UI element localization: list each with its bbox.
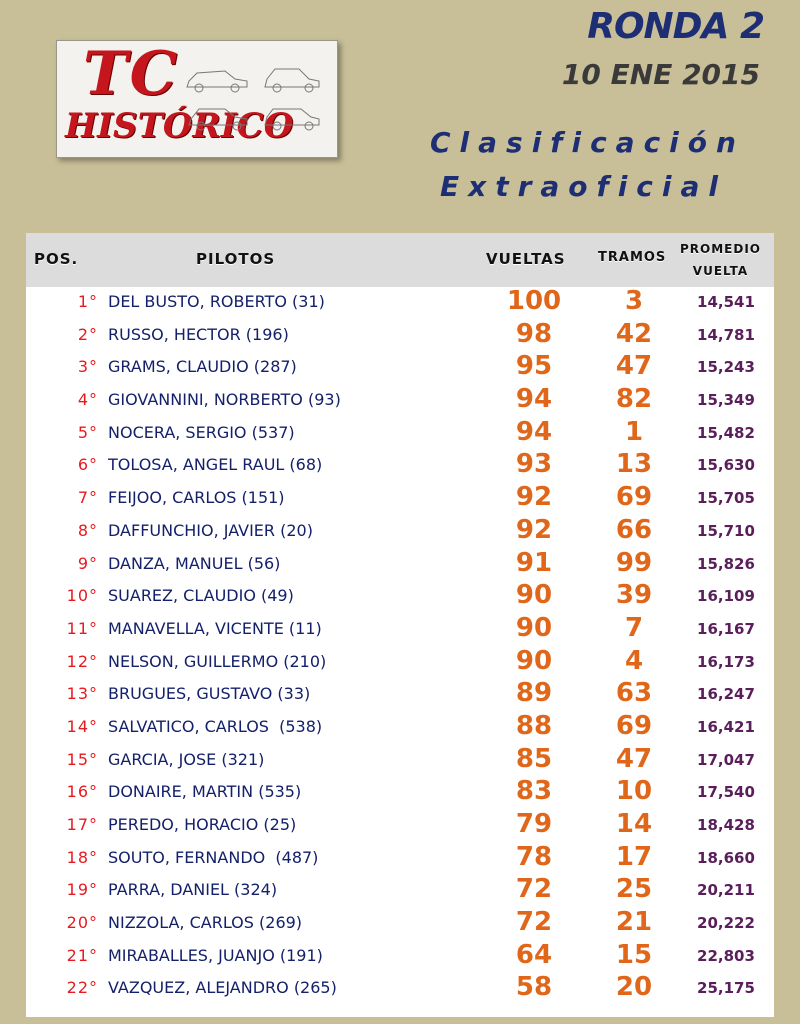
position-cell: 19° xyxy=(66,880,98,900)
position-cell: 5° xyxy=(77,422,98,442)
position-cell: 15° xyxy=(66,749,98,769)
promedio-cell: 14,541 xyxy=(697,293,755,311)
pilot-name-cell: NIZZOLA, CARLOS (269) xyxy=(108,913,303,933)
vueltas-cell: 94 xyxy=(515,384,553,415)
table-row xyxy=(26,549,774,582)
position-cell: 12° xyxy=(66,651,98,671)
promedio-cell: 15,705 xyxy=(697,489,755,508)
classification-title-line2: Extraoficial xyxy=(440,170,727,203)
pilot-name-cell: NELSON, GUILLERMO (210) xyxy=(108,651,327,671)
tc-historico-logo xyxy=(56,40,338,158)
pilot-name-cell: SUAREZ, CLAUDIO (49) xyxy=(108,586,294,606)
tramos-cell: 4 xyxy=(624,645,644,676)
pilot-name-cell: VAZQUEZ, ALEJANDRO (265) xyxy=(108,978,337,998)
tramos-cell: 17 xyxy=(615,841,653,872)
tramos-cell: 21 xyxy=(615,907,653,938)
pilot-name-cell: DANZA, MANUEL (56) xyxy=(108,553,281,573)
header-pilotos: PILOTOS xyxy=(196,250,276,268)
promedio-cell: 25,175 xyxy=(697,979,755,998)
vueltas-cell: 79 xyxy=(515,809,553,839)
position-cell: 13° xyxy=(66,684,98,704)
tramos-cell: 99 xyxy=(615,547,653,578)
header-vueltas: VUELTAS xyxy=(486,250,566,268)
promedio-cell: 17,540 xyxy=(697,783,755,802)
tramos-cell: 10 xyxy=(615,776,653,807)
vueltas-cell: 90 xyxy=(515,612,553,643)
vueltas-cell: 88 xyxy=(515,710,553,741)
table-row xyxy=(26,516,774,549)
logo-cars-illustration xyxy=(177,53,327,143)
promedio-cell: 15,482 xyxy=(697,423,755,442)
pilot-name-cell: SOUTO, FERNANDO (487) xyxy=(108,847,319,867)
tramos-cell: 69 xyxy=(615,710,653,741)
logo-tc-text: TC xyxy=(83,39,180,109)
table-row xyxy=(26,745,774,778)
pilot-name-cell: GRAMS, CLAUDIO (287) xyxy=(108,357,297,377)
tramos-cell: 15 xyxy=(615,939,653,970)
tramos-cell: 20 xyxy=(615,972,653,1003)
position-cell: 3° xyxy=(77,357,98,377)
vueltas-cell: 92 xyxy=(515,514,553,545)
position-cell: 16° xyxy=(66,782,98,802)
vueltas-cell: 89 xyxy=(515,678,553,709)
pilot-name-cell: MANAVELLA, VICENTE (11) xyxy=(108,618,322,638)
position-cell: 22° xyxy=(66,978,98,998)
table-row xyxy=(26,679,774,712)
pilot-name-cell: PEREDO, HORACIO (25) xyxy=(108,815,297,834)
vueltas-cell: 90 xyxy=(515,580,553,611)
promedio-cell: 18,428 xyxy=(697,816,755,834)
table-row xyxy=(26,581,774,614)
promedio-cell: 16,173 xyxy=(697,652,755,671)
position-cell: 4° xyxy=(77,390,98,410)
position-cell: 9° xyxy=(77,553,98,573)
classification-title-line1: Clasificación xyxy=(430,126,745,159)
pilot-name-cell: TOLOSA, ANGEL RAUL (68) xyxy=(108,455,323,475)
promedio-cell: 16,167 xyxy=(697,619,755,638)
table-row xyxy=(26,777,774,810)
vueltas-cell: 92 xyxy=(515,482,553,513)
pilot-name-cell: GIOVANNINI, NORBERTO (93) xyxy=(108,390,341,410)
tramos-cell: 63 xyxy=(615,678,653,709)
pilot-name-cell: PARRA, DANIEL (324) xyxy=(108,880,278,900)
table-row xyxy=(26,614,774,647)
promedio-cell: 15,630 xyxy=(697,456,755,475)
table-row xyxy=(26,875,774,908)
tramos-cell: 39 xyxy=(615,580,653,611)
position-cell: 14° xyxy=(66,716,98,736)
vueltas-cell: 83 xyxy=(515,776,553,807)
tramos-cell: 42 xyxy=(615,318,653,349)
position-cell: 10° xyxy=(66,586,98,606)
tramos-cell: 1 xyxy=(624,416,644,447)
pilot-name-cell: DONAIRE, MARTIN (535) xyxy=(108,782,302,802)
promedio-cell: 15,243 xyxy=(697,358,755,377)
position-cell: 17° xyxy=(66,815,98,834)
position-cell: 8° xyxy=(77,520,98,540)
table-row xyxy=(26,973,774,1006)
vueltas-cell: 72 xyxy=(515,907,553,938)
vueltas-cell: 100 xyxy=(506,286,562,316)
pilot-name-cell: GARCIA, JOSE (321) xyxy=(108,749,265,769)
tramos-cell: 13 xyxy=(615,449,653,480)
table-row xyxy=(26,320,774,353)
header-promedio: PROMEDIO xyxy=(680,242,762,256)
promedio-cell: 16,247 xyxy=(697,685,755,704)
vueltas-cell: 90 xyxy=(515,645,553,676)
tramos-cell: 82 xyxy=(615,384,653,415)
table-row xyxy=(26,483,774,516)
pilot-name-cell: MIRABALLES, JUANJO (191) xyxy=(108,945,323,965)
classification-table xyxy=(26,233,774,1017)
position-cell: 20° xyxy=(66,913,98,933)
promedio-cell: 15,349 xyxy=(697,391,755,410)
position-cell: 1° xyxy=(77,292,98,311)
vueltas-cell: 91 xyxy=(515,547,553,578)
promedio-cell: 22,803 xyxy=(697,946,755,965)
tramos-cell: 69 xyxy=(615,482,653,513)
tramos-cell: 3 xyxy=(624,286,644,316)
position-cell: 6° xyxy=(77,455,98,475)
pilot-name-cell: RUSSO, HECTOR (196) xyxy=(108,324,289,344)
promedio-cell: 17,047 xyxy=(697,750,755,769)
pilot-name-cell: SALVATICO, CARLOS (538) xyxy=(108,716,323,736)
vueltas-cell: 64 xyxy=(515,939,553,970)
vueltas-cell: 95 xyxy=(515,351,553,382)
promedio-cell: 15,826 xyxy=(697,554,755,573)
table-row xyxy=(26,941,774,974)
tramos-cell: 25 xyxy=(615,874,653,905)
promedio-cell: 16,109 xyxy=(697,587,755,606)
position-cell: 7° xyxy=(77,488,98,508)
table-row xyxy=(26,418,774,451)
position-cell: 2° xyxy=(77,324,98,344)
pilot-name-cell: DEL BUSTO, ROBERTO (31) xyxy=(108,292,325,311)
vueltas-cell: 78 xyxy=(515,841,553,872)
tramos-cell: 66 xyxy=(615,514,653,545)
promedio-cell: 16,421 xyxy=(697,717,755,736)
vueltas-cell: 72 xyxy=(515,874,553,905)
table-row xyxy=(26,843,774,876)
position-cell: 11° xyxy=(66,618,98,638)
position-cell: 21° xyxy=(66,945,98,965)
promedio-cell: 20,211 xyxy=(697,881,755,900)
pilot-name-cell: FEIJOO, CARLOS (151) xyxy=(108,488,285,508)
table-row xyxy=(26,287,774,320)
vueltas-cell: 58 xyxy=(515,972,553,1003)
logo-historico-text: HISTÓRICO xyxy=(65,106,294,146)
table-row xyxy=(26,385,774,418)
pilot-name-cell: NOCERA, SERGIO (537) xyxy=(108,422,295,442)
promedio-cell: 20,222 xyxy=(697,914,755,933)
vueltas-cell: 85 xyxy=(515,743,553,774)
pilot-name-cell: BRUGUES, GUSTAVO (33) xyxy=(108,684,311,704)
position-cell: 18° xyxy=(66,847,98,867)
promedio-cell: 18,660 xyxy=(697,848,755,867)
tramos-cell: 47 xyxy=(615,351,653,382)
promedio-cell: 14,781 xyxy=(697,325,755,344)
tramos-cell: 14 xyxy=(615,809,653,839)
vueltas-cell: 93 xyxy=(515,449,553,480)
tramos-cell: 47 xyxy=(615,743,653,774)
table-row xyxy=(26,352,774,385)
header-vuelta: VUELTA xyxy=(692,264,749,278)
vueltas-cell: 94 xyxy=(515,416,553,447)
round-title: RONDA 2 xyxy=(587,6,764,47)
event-date: 10 ENE 2015 xyxy=(561,58,760,91)
header-tramos: TRAMOS xyxy=(598,250,667,265)
promedio-cell: 15,710 xyxy=(697,521,755,540)
header-pos: POS. xyxy=(34,250,79,268)
table-row xyxy=(26,450,774,483)
table-row xyxy=(26,647,774,680)
tramos-cell: 7 xyxy=(624,612,644,643)
header-promedio-vuelta xyxy=(680,238,761,282)
table-row xyxy=(26,712,774,745)
table-row xyxy=(26,908,774,941)
table-row xyxy=(26,810,774,843)
table-header xyxy=(26,233,774,287)
vueltas-cell: 98 xyxy=(515,318,553,349)
pilot-name-cell: DAFFUNCHIO, JAVIER (20) xyxy=(108,520,313,540)
table-body xyxy=(26,287,774,1006)
